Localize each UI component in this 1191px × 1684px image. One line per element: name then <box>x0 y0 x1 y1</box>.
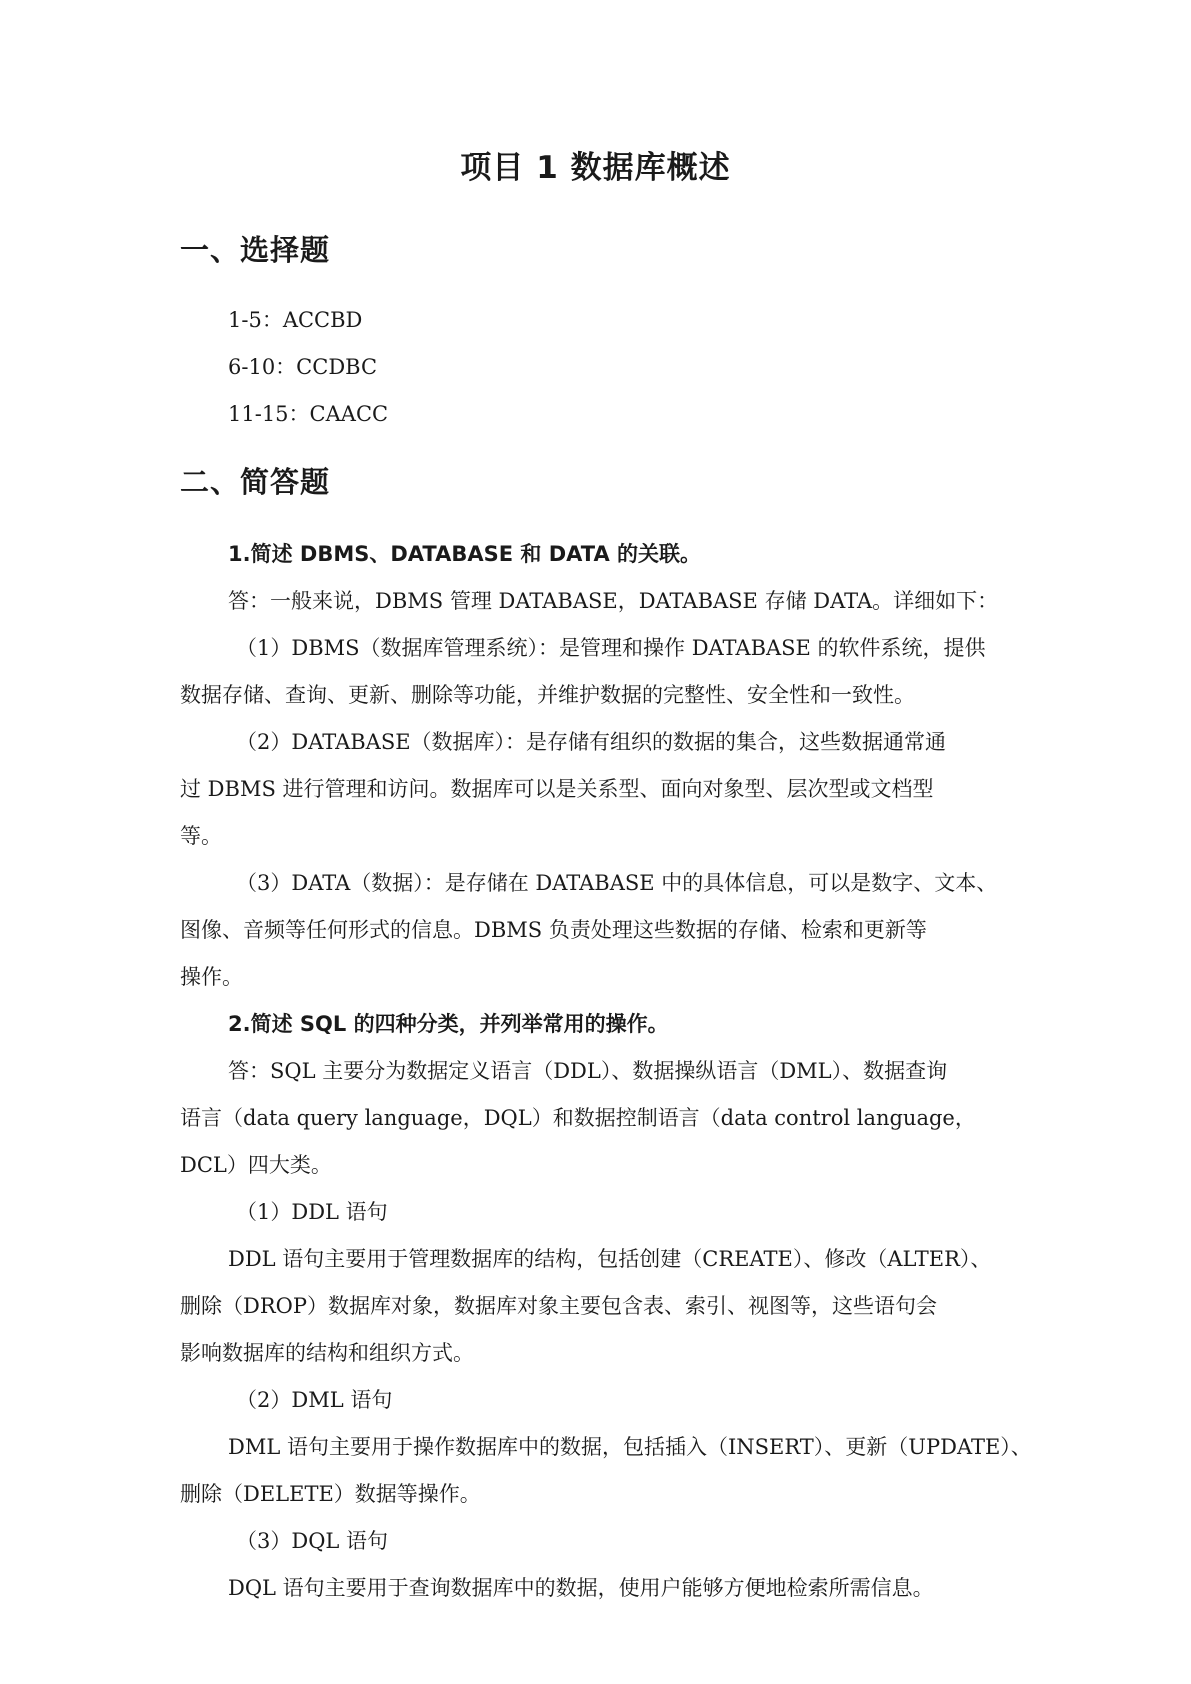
answer-line: 1-5：ACCBD <box>228 308 363 332</box>
answer-1-item-2-cont: 过 DBMS 进行管理和访问。数据库可以是关系型、面向对象型、层次型或文档型 <box>180 777 934 801</box>
answer-1-item-1: （1）DBMS（数据库管理系统）：是管理和操作 DATABASE 的软件系统，提供 <box>236 636 986 660</box>
ddl-text: DDL 语句主要用于管理数据库的结构，包括创建（CREATE）、修改（ALTER）、 <box>228 1247 992 1271</box>
dml-heading: （2）DML 语句 <box>236 1388 393 1412</box>
dml-text: DML 语句主要用于操作数据库中的数据，包括插入（INSERT）、更新（UPDATE）、 <box>228 1435 1032 1459</box>
dql-text: DQL 语句主要用于查询数据库中的数据，使用户能够方便地检索所需信息。 <box>228 1576 934 1600</box>
section-heading-choice: 一、选择题 <box>180 233 331 267</box>
ddl-text-cont: 删除（DROP）数据库对象，数据库对象主要包含表、索引、视图等，这些语句会 <box>180 1294 937 1318</box>
answer-1-item-3: （3）DATA（数据）：是存储在 DATABASE 中的具体信息，可以是数字、文本、 <box>236 871 998 895</box>
document-title: 项目 1 数据库概述 <box>460 150 731 186</box>
answer-1-item-3-cont: 图像、音频等任何形式的信息。DBMS 负责处理这些数据的存储、检索和更新等 <box>180 918 927 942</box>
dml-text-cont: 删除（DELETE）数据等操作。 <box>180 1482 481 1506</box>
answer-line: 11-15：CAACC <box>228 402 389 426</box>
answer-2-intro-cont: DCL）四大类。 <box>180 1153 332 1177</box>
answer-1-item-1-cont: 数据存储、查询、更新、删除等功能，并维护数据的完整性、安全性和一致性。 <box>180 683 915 707</box>
choice-answers <box>228 297 388 438</box>
answer-1-item-3-cont: 操作。 <box>180 965 243 989</box>
ddl-heading: （1）DDL 语句 <box>236 1200 388 1224</box>
answer-1-intro: 答：一般来说，DBMS 管理 DATABASE，DATABASE 存储 DATA。详细如下： <box>228 589 999 613</box>
question-1: 1.简述 DBMS、DATABASE 和 DATA 的关联。 <box>228 542 702 566</box>
answer-1-item-2-cont: 等。 <box>180 824 222 848</box>
question-2: 2.简述 SQL 的四种分类，并列举常用的操作。 <box>228 1012 669 1036</box>
section-heading-short-answer: 二、简答题 <box>180 465 331 499</box>
answer-line: 6-10：CCDBC <box>228 355 378 379</box>
short-answer-body <box>180 531 1032 1612</box>
ddl-text-cont: 影响数据库的结构和组织方式。 <box>180 1341 474 1365</box>
dql-heading: （3）DQL 语句 <box>236 1529 389 1553</box>
answer-2-intro: 答：SQL 主要分为数据定义语言（DDL）、数据操纵语言（DML）、数据查询 <box>228 1059 948 1083</box>
answer-1-item-2: （2）DATABASE（数据库）：是存储有组织的数据的集合，这些数据通常通 <box>236 730 947 754</box>
answer-2-intro-cont: 语言（data query language，DQL）和数据控制语言（data control language， <box>180 1106 976 1130</box>
